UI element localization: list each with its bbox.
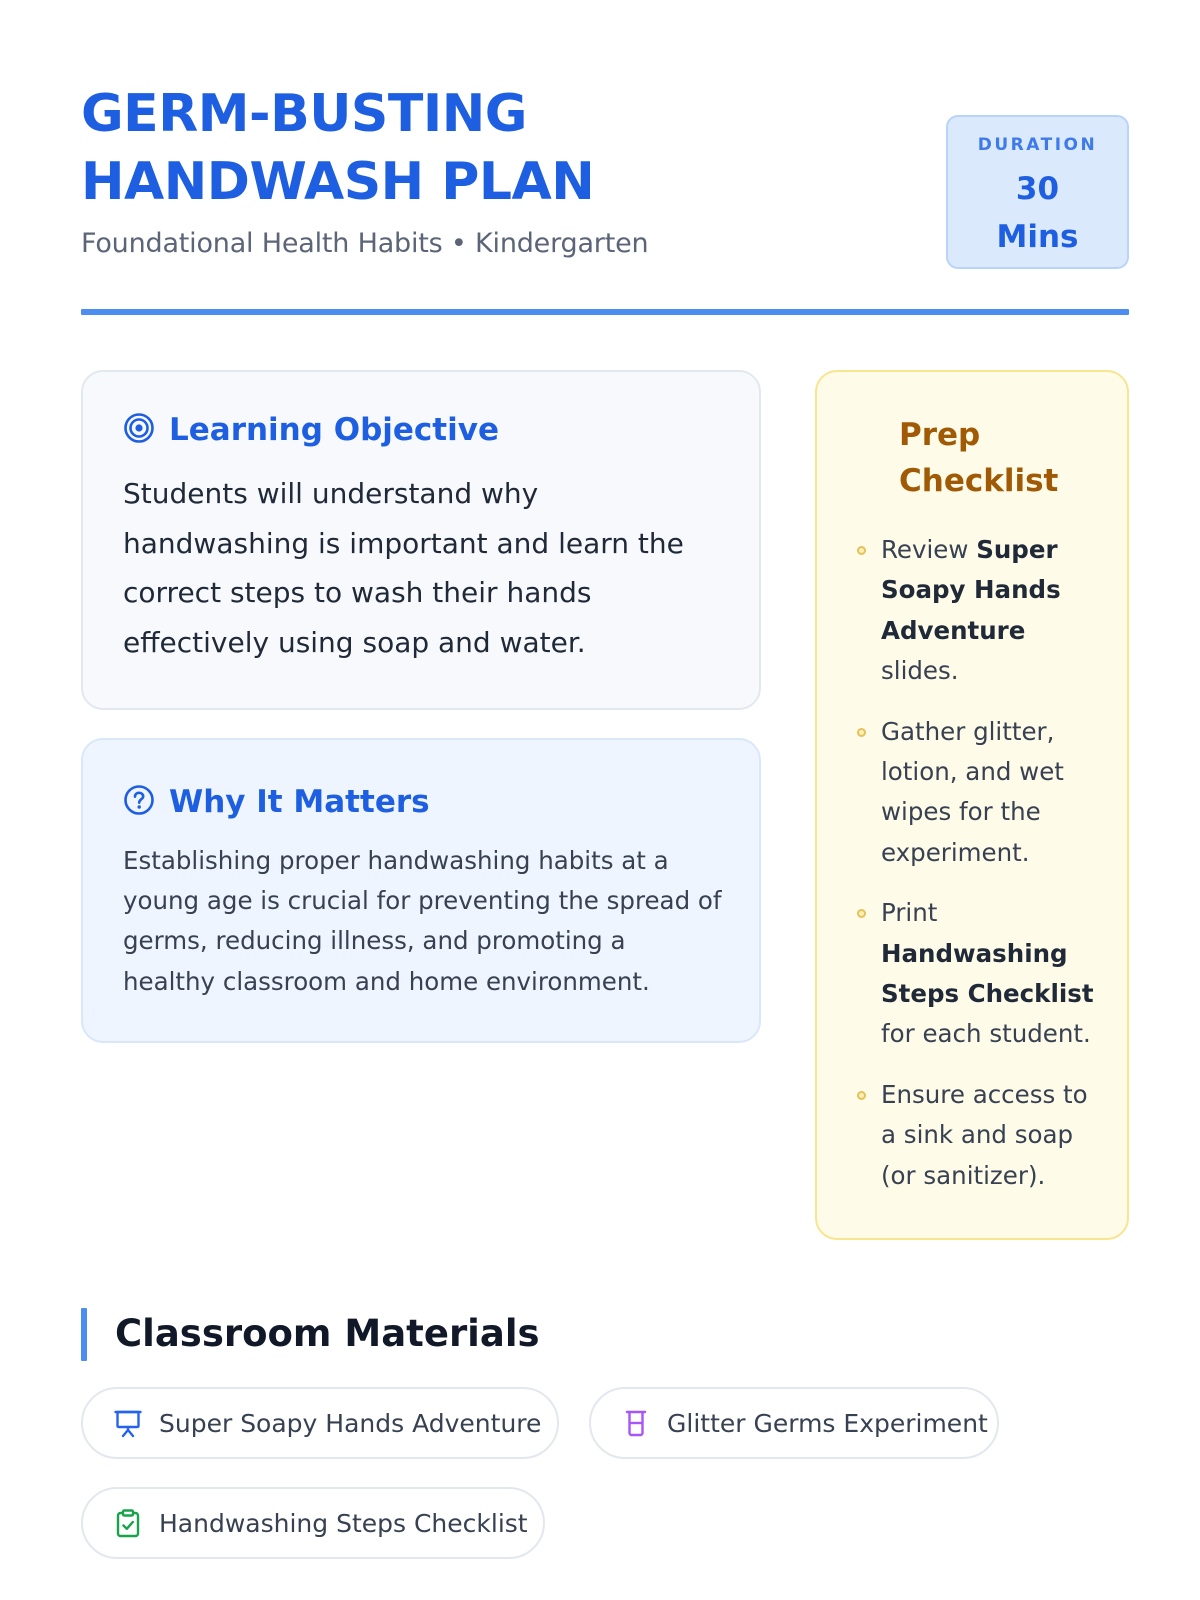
header-divider [81, 309, 1129, 315]
prep-item-text-end: slides. [881, 656, 959, 686]
target-icon [123, 412, 155, 448]
page-title-line-2: HANDWASH PLAN [81, 152, 595, 212]
materials-accent-bar [81, 1308, 87, 1361]
prep-checklist-title-line-2: Checklist [899, 463, 1059, 499]
prep-checklist-title [899, 412, 1058, 504]
bullet-dot-icon [857, 1091, 866, 1100]
prep-checklist-item [857, 893, 1107, 1055]
page-title [81, 80, 841, 216]
page-subtitle: Foundational Health Habits • Kindergarten [81, 228, 649, 259]
bullet-dot-icon [857, 546, 866, 555]
prep-checklist-card [815, 370, 1129, 1240]
duration-label: DURATION [977, 135, 1098, 155]
clipboard-check-icon [113, 1508, 143, 1538]
prep-item-text: Ensure access to a sink and soap (or sanitizer). [881, 1079, 1088, 1190]
duration-badge [946, 115, 1129, 269]
learning-objective-header [123, 412, 499, 448]
prep-checklist-title-line-1: Prep [899, 417, 981, 453]
prep-item-highlight: Handwashing Steps Checklist [881, 938, 1094, 1009]
presentation-icon [113, 1408, 143, 1438]
prep-checklist-item [857, 712, 1107, 874]
material-chip-label: Handwashing Steps Checklist [159, 1508, 528, 1538]
material-chip-glitter-germs[interactable] [589, 1387, 999, 1459]
why-it-matters-title: Why It Matters [169, 784, 430, 820]
material-chip-super-soapy-hands[interactable] [81, 1387, 559, 1459]
prep-item-text-end: for each student. [881, 1019, 1091, 1049]
prep-checklist-item [857, 530, 1107, 692]
bullet-dot-icon [857, 909, 866, 918]
bullet-dot-icon [857, 728, 866, 737]
beaker-icon [621, 1408, 651, 1438]
material-chip-label: Glitter Germs Experiment [667, 1408, 988, 1438]
duration-value-number: 30 [1015, 171, 1060, 207]
prep-checklist-item [857, 1075, 1107, 1196]
prep-item-text: Gather glitter, lotion, and wet wipes for the experiment. [881, 716, 1064, 867]
prep-item-text: Print [881, 898, 938, 928]
question-circle-icon [123, 784, 155, 820]
prep-item-highlight: Super Soapy Hands Adventure [881, 535, 1061, 645]
learning-objective-text: Students will understand why handwashing is important and learn the correct steps to wash their hands effectively using soap and water. [123, 477, 684, 659]
materials-title: Classroom Materials [115, 1312, 540, 1355]
why-it-matters-card [81, 738, 761, 1043]
prep-item-text: Review [881, 535, 977, 564]
duration-value [948, 165, 1127, 261]
lesson-plan-page [81, 0, 1129, 1600]
learning-objective-title: Learning Objective [169, 412, 499, 448]
why-it-matters-text: Establishing proper handwashing habits at a young age is crucial for preventing the spread of germs, reducing illness, and promoting a healthy classroom and home environment. [123, 846, 722, 996]
page-title-line-1: GERM-BUSTING [81, 84, 527, 144]
duration-value-unit: Mins [996, 219, 1079, 255]
learning-objective-card [81, 370, 761, 710]
prep-checklist [857, 530, 1107, 1216]
material-chip-handwashing-checklist[interactable] [81, 1487, 545, 1559]
material-chip-label: Super Soapy Hands Adventure [159, 1408, 542, 1438]
why-it-matters-header [123, 784, 430, 820]
